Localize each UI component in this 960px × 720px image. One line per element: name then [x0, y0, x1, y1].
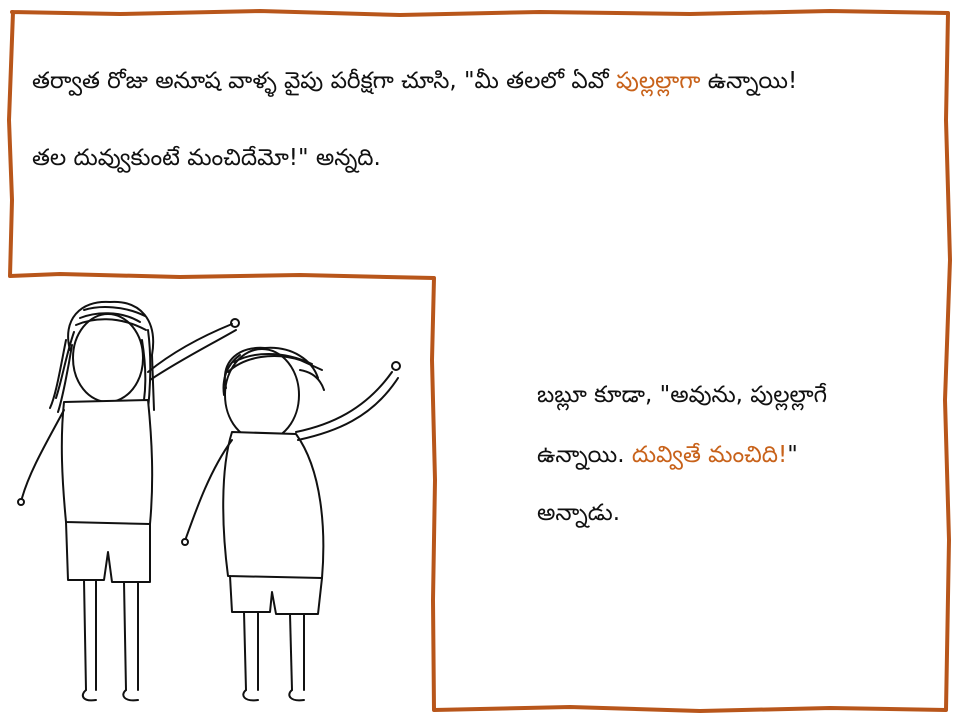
narration-highlight: పుల్లల్లాగా	[615, 68, 701, 94]
dialogue-line-2-end: "	[787, 442, 798, 468]
girl-figure	[18, 302, 239, 700]
boy-figure	[182, 348, 400, 701]
dialogue-line-3: అన్నాడు.	[537, 500, 621, 526]
dialogue-highlight: దువ్వితే మంచిది!	[631, 442, 788, 468]
narration-line-2: తల దువ్వుకుంటే మంచిదేమో!" అన్నది.	[32, 145, 381, 171]
narration-line-1-end: ఉన్నాయి!	[700, 68, 798, 94]
children-illustration	[0, 270, 432, 720]
dialogue-line-2-start: ఉన్నాయి.	[537, 442, 632, 468]
dialogue-line-2	[537, 442, 798, 474]
narration-line-1-start: తర్వాత రోజు అనూష వాళ్ళ వైపు పరీక్షగా చూసి, "మీ తలలో ఏవో	[32, 68, 616, 94]
narration-line-1	[32, 68, 797, 100]
dialogue-line-1: బబ్లూ కూడా, "అవును, పుల్లల్లాగే	[537, 382, 828, 408]
